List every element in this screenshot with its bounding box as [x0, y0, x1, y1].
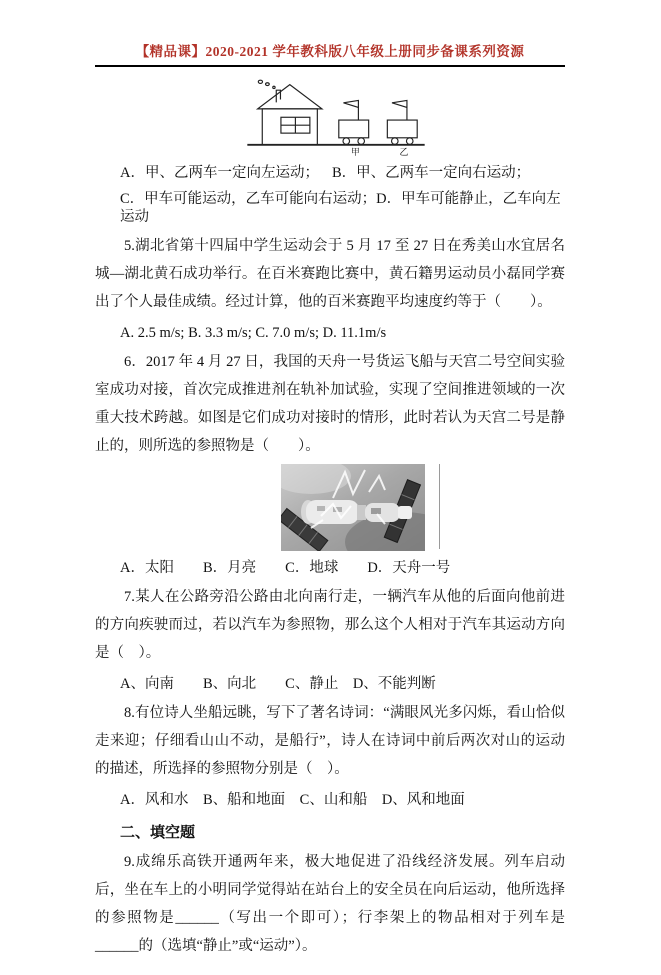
question-9-text: 9.成绵乐高铁开通两年来，极大地促进了沿线经济发展。列车启动后，坐在车上的小明同学觉得站在站台上的安全员在向后运动，他所选择的参照物是______（写出一个即可）；行李架上的物品相对于列车是______的（选填“静止”或“运动”）。 [95, 854, 565, 954]
q7-options: A、向南 B、向北 C、静止 D、不能判断 [120, 676, 436, 692]
house-roof [258, 85, 322, 109]
text-cursor-artifact [439, 464, 440, 549]
question-5-text: 5.湖北省第十四届中学生运动会于 5 月 17 至 27 日在秀美山水宜居名城—湖北黄石成功举行。在百米赛跑比赛中，黄石籍男运动员小磊同学赛出了个人最佳成绩。经过计算，他的百米赛跑平均速度约等于（ ）。 [95, 238, 565, 310]
q5-options: A. 2.5 m/s; B. 3.3 m/s; C. 7.0 m/s; D. 11.1m/s [120, 325, 387, 341]
worksheet-page [95, 40, 565, 960]
q4-options-row-cd: C．甲车可能运动，乙车可能向右运动；D．甲车可能静止，乙车向左运动 [120, 191, 561, 225]
cart-yi-flag-icon [392, 100, 407, 107]
cart-jia [339, 100, 369, 144]
question-8-text: 8.有位诗人坐船远眺，写下了著名诗词：“满眼风光多闪烁，看山恰似走来迎；仔细看山山不动，是船行”，诗人在诗词中前后两次对山的运动的描述，所选择的参照物分别是（ ）。 [95, 705, 565, 777]
carts-figure-drawing [247, 79, 425, 156]
question-7-text: 7.某人在公路旁沿公路由北向南行走，一辆汽车从他的后面向他前进的方向疾驶而过，若以汽车为参照物，那么这个人相对于汽车其运动方向是（ ）。 [95, 589, 565, 661]
house-window [281, 117, 310, 133]
house-body [262, 109, 317, 145]
cart-yi [387, 100, 417, 144]
docking-photo [281, 464, 425, 551]
q8-options: A．风和水 B、船和地面 C、山和船 D、风和地面 [120, 792, 465, 808]
section-2-title: 二、填空题 [120, 825, 196, 841]
q6-options: A．太阳 B．月亮 C．地球 D．天舟一号 [120, 560, 451, 576]
docking-figure [281, 464, 451, 551]
cart-yi-label: 乙 [399, 147, 409, 156]
page-title: 【精品课】2020-2021 学年教科版八年级上册同步备课系列资源 [135, 44, 525, 59]
q4-options-row-ab [95, 164, 565, 182]
q4-option-b: B．甲、乙两车一定向右运动； [332, 165, 531, 181]
header-divider [95, 65, 565, 67]
cart-jia-flag-icon [343, 100, 358, 107]
q4-option-a: A．甲、乙两车一定向左运动； [120, 165, 319, 181]
question-6-text: 6．2017 年 4 月 27 日，我国的天舟一号货运飞船与天宫二号空间实验室成功对接，首次完成推进剂在轨补加试验，实现了空间推进领域的一次重大技术跨越。如图是它们成功对接时的情形，此时若认为天宫二号是静止的，则所选的参照物是（ ）。 [95, 354, 565, 454]
smoke-puffs-icon [258, 80, 275, 88]
cart-jia-label: 甲 [350, 147, 360, 156]
carts-figure [247, 79, 425, 156]
